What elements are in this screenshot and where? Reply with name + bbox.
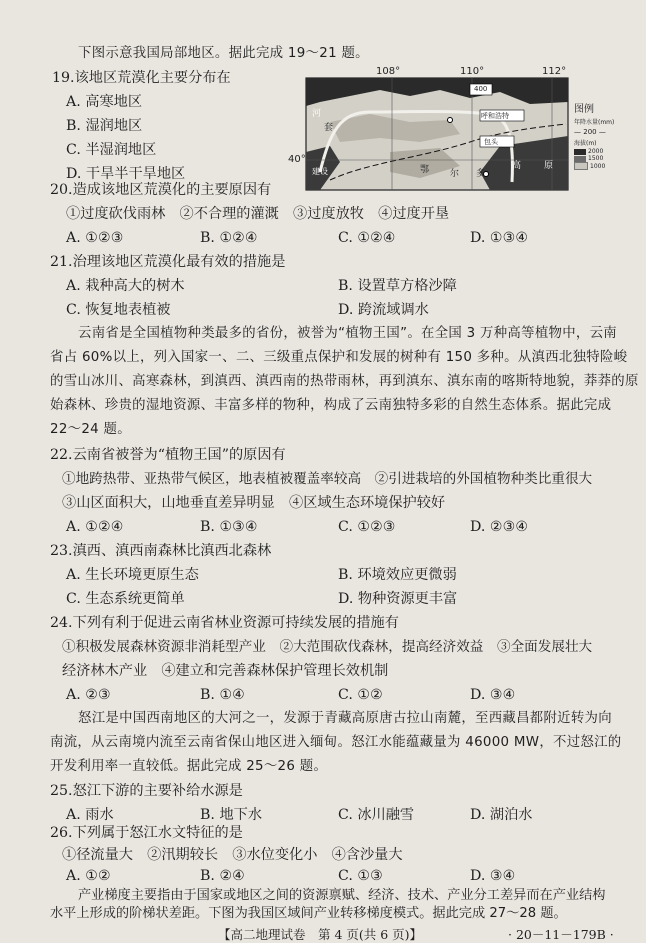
map-legend [574,100,634,170]
q25-option-b[interactable]: B. 地下水 [200,807,263,823]
q24-items-2: 经济林木产业 ④建立和完善森林保护管理长效机制 [62,663,389,679]
lat-label-40: 40° [288,154,306,165]
q21-stem: 21.治理该地区荒漠化最有效的措施是 [50,254,286,270]
q22-option-a[interactable]: A. ①②④ [66,519,124,535]
place-label-er: 尔 [450,169,460,179]
map-drawing [300,62,598,194]
legend-level-2000: 2000 [588,148,604,155]
passage2-line-4: 始森林、珍贵的湿地资源、丰富多样的物种，构成了云南独特多彩的自然生态体系。据此完成 [50,398,612,413]
q26-stem: 26.下列属于怒江水文特征的是 [50,825,243,841]
q25-option-d[interactable]: D. 湖泊水 [470,807,533,823]
legend-level-3 [574,162,634,170]
legend-level-1500: 1500 [588,155,604,162]
q20-option-a[interactable]: A. ①②③ [66,230,124,246]
q20-stem: 20.造成该地区荒漠化的主要原因有 [50,182,272,198]
q20-option-b[interactable]: B. ①②④ [200,230,258,246]
place-label-tao: 套 [324,123,334,133]
legend-alt: 海拔(m) [574,140,597,147]
q25-stem: 25.怒江下游的主要补给水源是 [50,783,243,799]
footer-code: · 20－11－179B · [508,927,614,942]
q24-option-c[interactable]: C. ①② [338,687,383,703]
lon-label-110: 110° [460,66,485,77]
place-label-e: 鄂 [420,165,430,175]
q19-stem: 19.该地区荒漠化主要分布在 [52,70,231,86]
q20-option-d[interactable]: D. ①③④ [470,230,529,246]
q25-option-c[interactable]: C. 冰川融雪 [338,807,415,823]
q22-items-2: ③山区面积大，山地垂直差异明显 ④区域生态环境保护较好 [62,495,446,511]
q24-option-d[interactable]: D. ③④ [470,687,516,703]
q21-option-d[interactable]: D. 跨流域调水 [338,302,429,318]
legend-swatch-light [574,162,588,170]
q22-option-b[interactable]: B. ①③④ [200,519,258,535]
q24-items-1: ①积极发展森林资源非消耗型产业 ②大范围砍伐森林，提高经济效益 ③全面发展壮大 [62,639,593,655]
passage2-line-1: 云南省是全国植物种类最多的省份，被誉为“植物王国”。在全国 3 万种高等植物中，云南 [78,326,617,341]
q26-option-b[interactable]: B. ②④ [200,868,245,884]
legend-swatch-dark [574,149,586,155]
place-label-yuan: 原 [544,161,554,171]
q24-option-b[interactable]: B. ①④ [200,687,245,703]
passage3-line-2: 南流，从云南境内流至云南省保山地区进入缅甸。怒江水能蕴藏量为 46000 MW，不过怒江的 [50,735,622,750]
q26-items: ①径流量大 ②汛期较长 ③水位变化小 ④含沙量大 [62,847,403,863]
q20-option-c[interactable]: C. ①②④ [338,230,396,246]
place-label-jianshe: 建设 [312,167,328,176]
q19-option-a[interactable]: A. 高寒地区 [66,94,143,110]
map-figure [288,62,598,194]
legend-level-2 [574,155,634,162]
city-label-hohhot: 呼和浩特 [481,112,509,120]
legend-title: 图例 [574,104,594,115]
q25-option-a[interactable]: A. 雨水 [66,807,114,823]
legend-level-1 [574,148,634,155]
place-label-gao: 高 [512,161,522,171]
passage4-line-2: 水平上形成的阶梯状差距。下图为我国区域间产业转移梯度模式。据此完成 27～28 题。 [50,906,567,921]
q22-option-d[interactable]: D. ②③④ [470,519,529,535]
q26-option-c[interactable]: C. ①③ [338,868,383,884]
passage3-line-1: 怒江是中国西南地区的大河之一，发源于青藏高原唐古拉山南麓，至西藏昌都附近转为向 [78,711,612,726]
q23-option-d[interactable]: D. 物种资源更丰富 [338,591,458,607]
intro-text: 下图示意我国局部地区。据此完成 19～21 题。 [78,46,369,61]
q19-option-b[interactable]: B. 湿润地区 [66,118,143,134]
lon-label-108: 108° [376,66,401,77]
passage2-line-2: 省占 60%以上，列入国家一、二、三级重点保护和发展的树种有 150 多种。从滇西北独特险峻 [50,350,628,365]
q21-option-a[interactable]: A. 栽种高大的树木 [66,278,185,294]
passage4-line-1: 产业梯度主要指由于国家或地区之间的资源禀赋、经济、技术、产业分工差异而在产业结构 [78,888,606,903]
q19-option-d[interactable]: D. 干旱半干旱地区 [66,166,186,182]
city-label-baotou: 包头 [484,138,498,146]
lon-label-112: 112° [542,66,567,77]
q22-items-1: ①地跨热带、亚热带气候区，地表植被覆盖率较高 ②引进栽培的外国植物种类比重很大 [62,471,593,487]
q24-option-a[interactable]: A. ②③ [66,687,111,703]
legend-contour-value: 200 [583,128,597,136]
legend-swatch-mid [574,156,586,162]
q21-option-b[interactable]: B. 设置草方格沙障 [338,278,457,294]
passage2-line-5: 22～24 题。 [50,422,131,437]
q22-option-c[interactable]: C. ①②③ [338,519,396,535]
q22-stem: 22.云南省被誉为“植物王国”的原因有 [50,447,286,463]
legend-precip: 年降水量(mm) [574,119,615,126]
place-label-duo: 多 [476,169,486,179]
legend-level-1000: 1000 [590,162,606,170]
footer-page-info: 【高二地理试卷 第 4 页(共 6 页)】 [218,927,423,942]
q26-option-d[interactable]: D. ③④ [470,868,516,884]
passage3-line-3: 开发利用率一直较低。据此完成 25～26 题。 [50,759,328,774]
q23-option-c[interactable]: C. 生态系统更简单 [66,591,185,607]
q23-option-a[interactable]: A. 生长环境更原生态 [66,567,199,583]
legend-contour: — 200 — [574,128,606,136]
q24-stem: 24.下列有利于促进云南省林业资源可持续发展的措施有 [50,615,399,631]
q20-items: ①过度砍伐雨林 ②不合理的灌溉 ③过度放牧 ④过度开垦 [66,206,450,222]
passage2-line-3: 的雪山冰川、高寒森林，到滇西、滇西南的热带雨林，再到滇东、滇东南的喀斯特地貌，莽莽的原 [50,374,639,389]
q23-option-b[interactable]: B. 环境效应更微弱 [338,567,457,583]
q19-option-c[interactable]: C. 半湿润地区 [66,142,157,158]
place-label-he: 河 [312,109,322,119]
q26-option-a[interactable]: A. ①② [66,868,111,884]
q21-option-c[interactable]: C. 恢复地表植被 [66,302,171,318]
contour-label-400: 400 [474,85,488,93]
q23-stem: 23.滇西、滇西南森林比滇西北森林 [50,543,272,559]
